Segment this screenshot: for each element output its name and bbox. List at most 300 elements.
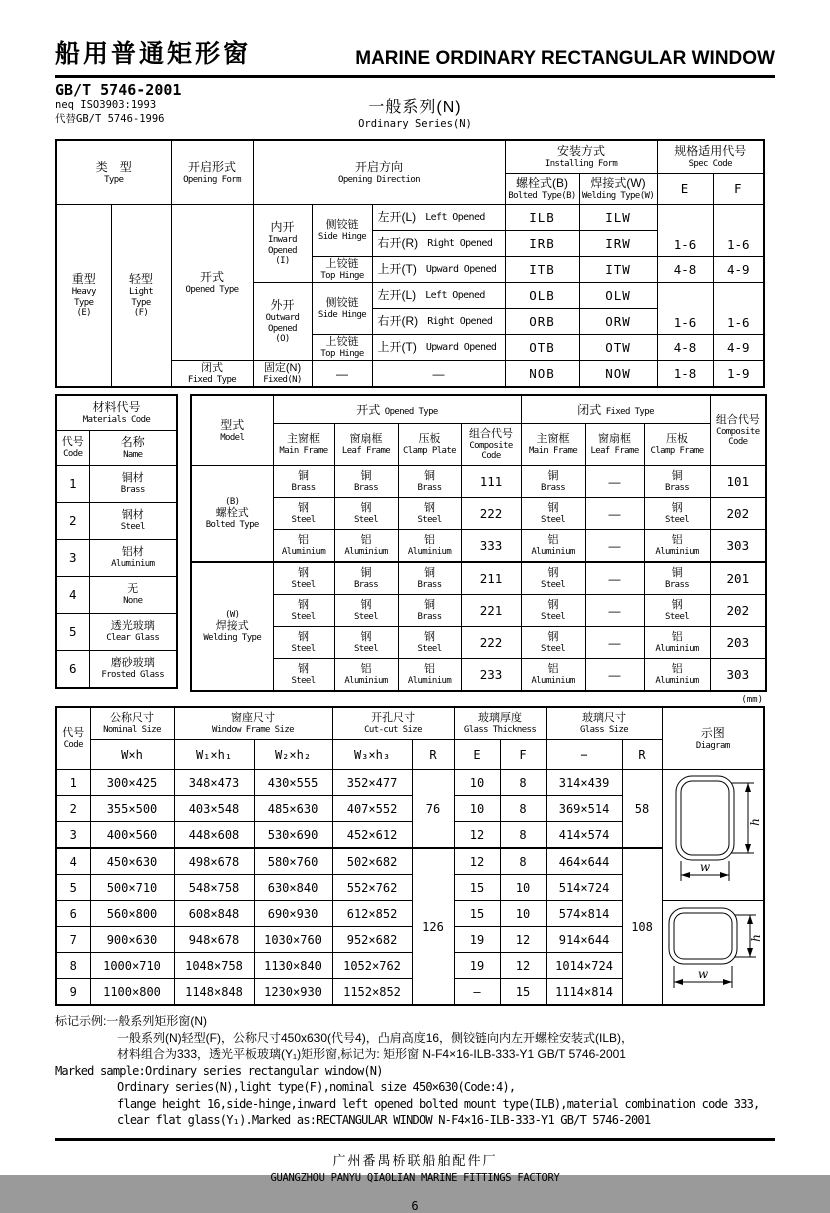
num-label: 12 <box>469 827 485 842</box>
cell-material-code <box>56 466 89 503</box>
cell-composite <box>461 530 521 563</box>
en-label: Brass <box>417 579 442 590</box>
cell-code <box>56 770 90 796</box>
zh-label: 压板 <box>418 432 441 445</box>
cell-fixed-main <box>521 498 585 530</box>
cell-code <box>56 875 90 901</box>
th-diagram <box>662 707 764 770</box>
cell-code-orw <box>579 309 657 335</box>
en-label: Opened Type <box>384 406 438 417</box>
num-label: 612×852 <box>346 906 398 921</box>
zh-label: 焊接式 <box>215 619 249 632</box>
en-label: Type <box>104 174 124 185</box>
zh-label: 主窗框 <box>536 432 570 445</box>
zh-label: 铜 <box>424 598 435 611</box>
th-fixed-group <box>521 395 710 424</box>
en-label: Opened Type <box>185 284 239 295</box>
zh-label: 钢 <box>547 501 559 514</box>
num-label: 8 <box>519 801 527 816</box>
zh-label: 侧铰链 <box>325 218 359 231</box>
en-label: Glass Size <box>579 724 629 735</box>
num-label: 8 <box>519 827 527 842</box>
en-label: Composite <box>716 426 760 437</box>
cell-clamp <box>398 595 461 627</box>
cell-right-opened-outward <box>372 309 505 335</box>
note-line: flange height 16,side-hinge,inward left opened bolted mount type(ILB),material combination code 333, <box>117 1096 760 1111</box>
cell-top-hinge-outward <box>312 335 372 361</box>
cell-spec-inward-e <box>657 205 713 257</box>
cell-code-irb <box>505 231 579 257</box>
en-label: Upward Opened <box>425 263 497 275</box>
cell-clamp <box>398 562 461 595</box>
zh-label: 重型 <box>71 272 96 287</box>
zh-label: 钢 <box>298 566 309 579</box>
cell-fixed-main <box>521 466 585 498</box>
cell-fixed-composite <box>710 562 766 595</box>
num-label: 914×644 <box>558 932 610 947</box>
cell-material-name <box>89 466 177 503</box>
cell-code-ilb <box>505 205 579 231</box>
num-label: 2 <box>68 513 77 528</box>
num-label: 1000×710 <box>103 958 161 973</box>
cell-w2h2 <box>254 822 332 849</box>
zh-label: 钢 <box>360 501 372 514</box>
th-type <box>56 140 171 205</box>
zh-label: 铝 <box>424 662 435 675</box>
cell-e <box>454 979 500 1006</box>
cell-f <box>500 796 546 822</box>
cell-glass-size <box>546 875 622 901</box>
cell-main <box>273 595 334 627</box>
en-label: Steel <box>665 611 690 622</box>
en-label: Inward <box>268 235 297 246</box>
en-label: Code <box>63 739 83 750</box>
th-opening-form <box>171 140 253 205</box>
en-label: Outward <box>265 313 300 324</box>
num-label: 690×930 <box>267 906 319 921</box>
code-label: OTB <box>529 339 555 355</box>
cell-e <box>454 875 500 901</box>
zh-label: 玻璃厚度 <box>478 711 523 724</box>
cell-cut-r-rows4-9 <box>412 848 454 1005</box>
en-label: Fixed(N) <box>263 374 302 385</box>
th-opened-group <box>273 395 521 424</box>
code-label: E <box>680 181 690 196</box>
num-label: 1 <box>68 476 77 491</box>
zh-label: 钢材 <box>121 509 144 522</box>
num-label: 608×848 <box>188 906 240 921</box>
th-glass-dash <box>546 740 622 770</box>
cell-fixed-main <box>521 595 585 627</box>
zh-label: 钢 <box>360 630 372 643</box>
note-line: Ordinary series(N),light type(F),nominal size 450×630(Code:4), <box>117 1080 516 1094</box>
en-label: Steel <box>541 643 566 654</box>
zh-label: 铜 <box>360 566 372 579</box>
dash-label: — <box>608 603 621 618</box>
zh-label: 铜 <box>360 469 372 482</box>
th-material-code <box>56 431 89 466</box>
th-materials-code <box>56 395 177 431</box>
en-label: Frosted Glass <box>101 670 165 681</box>
cell-code <box>56 901 90 927</box>
en-label: (W) <box>225 609 240 620</box>
zh-label: 左开(L) <box>377 210 417 224</box>
cell-composite <box>461 466 521 498</box>
en-label: Main Frame <box>279 445 328 456</box>
code-label: ORB <box>529 313 555 329</box>
num-label: 303 <box>726 666 750 682</box>
en-label: Brass <box>417 482 442 493</box>
zh-label: 上铰链 <box>325 257 359 270</box>
cell-e <box>454 770 500 796</box>
num-label: 952×682 <box>346 932 398 947</box>
en-label: (B) <box>225 496 240 507</box>
en-label: Glass Thickness <box>463 724 537 735</box>
cell-diagram-landscape <box>662 901 764 1006</box>
cell-code <box>56 848 90 875</box>
cell-material-code <box>56 614 89 651</box>
en-label: Light <box>128 287 154 298</box>
zh-label: 铜 <box>671 469 683 482</box>
en-label: Spec Code <box>688 159 732 170</box>
cell-spec-outward-top-f <box>713 335 764 361</box>
note-line: 材料组合为333，透光平板玻璃(Y₁)矩形窗,标记为: 矩形窗 N-F4×16-ILB-333-Y1 GB/T 5746-2001 <box>117 1047 626 1061</box>
num-label: 9 <box>69 984 77 999</box>
zh-label: 铝 <box>298 533 309 546</box>
num-label: 452×612 <box>346 827 398 842</box>
note-line: 一般系列(N)轻型(F)，公称尺寸450x630(代号4)，凸肩高度16，侧铰链向内左开螺栓安装式(ILB)， <box>117 1030 634 1045</box>
cell-spec-inward-top-f <box>713 257 764 283</box>
th-welding-type <box>579 174 657 205</box>
en-label: Brass <box>120 485 145 496</box>
note-line: clear flat glass(Y₁).Marked as:RECTANGULAR WINDOW N-F4×16-ILB-333-Y1 GB/T 5746-2001 <box>117 1113 651 1127</box>
en-label: Opening Direction <box>338 174 420 185</box>
cell-w1h1 <box>174 770 254 796</box>
en-label: (F) <box>133 308 149 319</box>
zh-label: 开式 <box>200 269 225 284</box>
en-label: Materials Code <box>82 415 151 426</box>
cell-spec-outward-f <box>713 283 764 335</box>
num-label: 12 <box>469 854 485 869</box>
num-label: 574×814 <box>558 906 610 921</box>
zh-label: 钢 <box>547 566 559 579</box>
cell-code <box>56 927 90 953</box>
series-title-en: Ordinary Series(N) <box>358 118 472 130</box>
num-label: 530×690 <box>267 827 319 842</box>
num-label: 333 <box>479 537 503 553</box>
cell-side-hinge-inward <box>312 205 372 257</box>
direction-text <box>373 236 505 251</box>
cell-e <box>454 796 500 822</box>
cell-f <box>500 770 546 796</box>
num-label: 514×724 <box>558 880 610 895</box>
num-label: 1130×840 <box>264 958 322 973</box>
num-label: 552×762 <box>346 880 398 895</box>
cell-e <box>454 953 500 979</box>
cell-fixed-clamp <box>644 627 710 659</box>
num-label: 19 <box>469 958 485 973</box>
num-label: 1100×800 <box>103 984 161 999</box>
zh-label: 铜材 <box>121 472 144 485</box>
zh-label: 材料代号 <box>92 400 141 415</box>
num-label: 450×630 <box>106 854 158 869</box>
num-label: 3 <box>68 550 77 565</box>
num-label: 4-9 <box>726 339 750 355</box>
cell-leaf <box>334 562 398 595</box>
cell-fixed-leaf-dash <box>585 595 644 627</box>
cell-light-type <box>111 205 171 388</box>
num-label: 485×630 <box>267 801 319 816</box>
en-label: Welding Type <box>203 633 262 644</box>
zh-label: 焊接式(W) <box>590 176 646 191</box>
w-dimension-label: w <box>699 860 710 874</box>
th-cut-r <box>412 740 454 770</box>
zh-label: 铝 <box>360 533 372 546</box>
en-label: Right Opened <box>427 237 493 249</box>
num-label: W×h <box>121 747 143 762</box>
cell-w2h2 <box>254 927 332 953</box>
direction-text <box>373 288 505 303</box>
cell-code <box>56 796 90 822</box>
num-label: 10 <box>469 801 485 816</box>
cell-material-code <box>56 577 89 614</box>
th-bolted-type <box>505 174 579 205</box>
cell-code-olb <box>505 283 579 309</box>
cell-diagram-portrait <box>662 770 764 901</box>
h-dimension-label: h <box>748 933 763 942</box>
cell-cut-r-rows1-3 <box>412 770 454 849</box>
cell-glass-r-rows1-3 <box>622 770 662 849</box>
zh-label: 玻璃尺寸 <box>582 711 627 724</box>
zh-label: 代号 <box>61 436 84 449</box>
en-label: Clear Glass <box>106 633 160 644</box>
en-label: Steel <box>417 643 442 654</box>
cell-fixed-main <box>521 659 585 692</box>
num-label: 202 <box>726 505 750 521</box>
series-title-zh: 一般系列(N) <box>368 99 462 116</box>
zh-label: 钢 <box>298 598 309 611</box>
num-label: 10 <box>515 906 531 921</box>
num-label: 407×552 <box>346 801 398 816</box>
zh-label: 右开(R) <box>377 314 419 328</box>
direction-text <box>373 340 505 355</box>
num-label: 900×630 <box>106 932 158 947</box>
cell-code <box>56 822 90 849</box>
num-label: 10 <box>469 775 485 790</box>
window-diagram-landscape <box>663 902 763 1004</box>
num-label: W₃×h₃ <box>353 747 391 762</box>
dash-label: — <box>608 571 621 586</box>
en-label: Aluminium <box>111 559 155 570</box>
en-label: Opened <box>268 245 297 256</box>
zh-label: 铝 <box>424 533 435 546</box>
num-label: 111 <box>479 473 503 489</box>
cell-upward-opened-inward <box>372 257 505 283</box>
num-label: 355×500 <box>106 801 158 816</box>
cell-composite <box>461 659 521 692</box>
cell-fixed-clamp <box>644 530 710 563</box>
num-label: W₂×h₂ <box>274 747 312 762</box>
num-label: 414×574 <box>558 827 610 842</box>
en-label: Side Hinge <box>317 231 367 242</box>
cell-upward-opened-outward <box>372 335 505 361</box>
standard-block <box>55 78 775 137</box>
code-label: ITW <box>605 261 631 277</box>
zh-label: 钢 <box>671 598 683 611</box>
direction-text <box>373 314 505 329</box>
en-label: Top Hinge <box>320 270 364 281</box>
cell-clamp <box>398 530 461 563</box>
en-label: Welding Type(W) <box>581 191 655 202</box>
code-label: NOW <box>605 365 631 381</box>
zh-label: 铜 <box>547 469 559 482</box>
en-label: Left Opened <box>425 289 485 301</box>
cell-right-opened-inward <box>372 231 505 257</box>
cell-w3h3 <box>332 770 412 796</box>
code-label: NOB <box>529 365 555 381</box>
num-label: 5 <box>69 880 77 895</box>
cell-wh <box>90 822 174 849</box>
en-label: Aluminium <box>344 675 388 686</box>
cell-inward-opened <box>253 205 312 283</box>
zh-label: 铝 <box>360 662 372 675</box>
cell-w2h2 <box>254 848 332 875</box>
num-label: 126 <box>422 919 444 934</box>
th-cut-out-size <box>332 707 454 740</box>
zh-label: 铜 <box>424 469 435 482</box>
cell-clamp <box>398 498 461 530</box>
zh-label: 左开(L) <box>377 288 417 302</box>
cell-spec-outward-top-e <box>657 335 713 361</box>
materials-model-section <box>55 394 775 692</box>
note-line: Marked sample:Ordinary series rectangular window(N) <box>55 1063 383 1078</box>
en-label: Diagram <box>695 740 730 751</box>
zh-label: 磨砂玻璃 <box>110 657 155 670</box>
en-label: Window Frame Size <box>212 724 294 735</box>
cell-fixed-composite <box>710 498 766 530</box>
cell-w3h3 <box>332 953 412 979</box>
cell-glass-size <box>546 770 622 796</box>
cell-fixed-hinge-dash <box>312 361 372 388</box>
en-label: Clamp Plate <box>402 445 456 456</box>
dash-label: — <box>608 506 621 521</box>
en-label: Aluminium <box>655 546 699 557</box>
en-label: Installing Form <box>544 159 618 170</box>
cell-f <box>500 875 546 901</box>
en-label: Steel <box>541 611 566 622</box>
en-label: Steel <box>417 514 442 525</box>
cell-fixed-composite <box>710 627 766 659</box>
num-label: 630×840 <box>267 880 319 895</box>
cell-w2h2 <box>254 979 332 1006</box>
num-label: 1014×724 <box>555 958 613 973</box>
en-label: Heavy <box>71 287 96 298</box>
num-label: 221 <box>479 602 503 618</box>
num-label: 464×644 <box>558 854 610 869</box>
zh-label: 主窗框 <box>287 432 320 445</box>
en-label: Code <box>728 437 748 448</box>
cell-w3h3 <box>332 822 412 849</box>
en-label: Bolted Type(B) <box>508 191 576 202</box>
zh-label: 钢 <box>298 630 309 643</box>
cell-w2h2 <box>254 770 332 796</box>
cell-w1h1 <box>174 901 254 927</box>
zh-label: 铝 <box>547 533 559 546</box>
th-clamp-plate-opened <box>398 424 461 466</box>
cell-fixed-clamp <box>644 659 710 692</box>
th-glass-r <box>622 740 662 770</box>
cell-material-name <box>89 651 177 689</box>
en-label: Clamp Frame <box>650 445 704 456</box>
cell-w2h2 <box>254 953 332 979</box>
zh-label: 钢 <box>547 630 559 643</box>
zh-label: 开启方向 <box>355 159 404 174</box>
zh-label: 上开(T) <box>377 262 417 276</box>
cell-w3h3 <box>332 979 412 1006</box>
zh-label: 规格适用代号 <box>674 144 747 159</box>
en-label: Opened <box>268 323 297 334</box>
num-label: 15 <box>469 880 485 895</box>
cell-f <box>500 901 546 927</box>
code-label: OLW <box>605 287 631 303</box>
zh-label: 代号 <box>62 726 85 739</box>
th-w2h2 <box>254 740 332 770</box>
num-label: 580×760 <box>267 854 319 869</box>
num-label: 348×473 <box>188 775 240 790</box>
en-label: Brass <box>417 611 442 622</box>
en-label: Steel <box>291 643 316 654</box>
th-model <box>191 395 273 466</box>
w-dimension-label: w <box>697 966 708 981</box>
cell-glass-size <box>546 822 622 849</box>
en-label: Code <box>481 451 501 462</box>
th-composite-code-fixed <box>710 395 766 466</box>
en-label: Left Opened <box>425 211 485 223</box>
num-label: 403×548 <box>188 801 240 816</box>
page-title-zh: 船用普通矩形窗 <box>55 40 252 68</box>
cell-side-hinge-outward <box>312 283 372 335</box>
en-label: Brass <box>665 482 690 493</box>
en-label: Fixed Type <box>187 374 237 385</box>
cell-fixed-clamp <box>644 562 710 595</box>
cell-wh <box>90 848 174 875</box>
code-label: ORW <box>605 313 631 329</box>
zh-label: 铜 <box>298 469 309 482</box>
cell-fixed-clamp <box>644 466 710 498</box>
cell-w2h2 <box>254 875 332 901</box>
en-label: Name <box>123 450 143 461</box>
model-composition-table <box>190 394 767 692</box>
zh-label: 轻型 <box>129 272 154 287</box>
code-label: ITB <box>529 261 555 277</box>
en-label: Brass <box>541 482 566 493</box>
num-label: 352×477 <box>346 775 398 790</box>
cell-material-name <box>89 577 177 614</box>
num-label: 1148×848 <box>185 984 243 999</box>
cell-w3h3 <box>332 901 412 927</box>
en-label: Steel <box>353 643 379 654</box>
cell-code-nob <box>505 361 579 388</box>
en-label: Steel <box>291 675 316 686</box>
num-label: 202 <box>726 602 750 618</box>
th-leaf-frame-fixed <box>585 424 644 466</box>
en-label: Aluminium <box>655 675 699 686</box>
cell-e <box>454 901 500 927</box>
dash-label: — <box>608 474 621 489</box>
factory-name-en: GUANGZHOU PANYU QIAOLIAN MARINE FITTINGS FACTORY <box>270 1171 560 1184</box>
standard-neq: neq ISO3903:1993 <box>55 99 157 111</box>
cell-w3h3 <box>332 796 412 822</box>
